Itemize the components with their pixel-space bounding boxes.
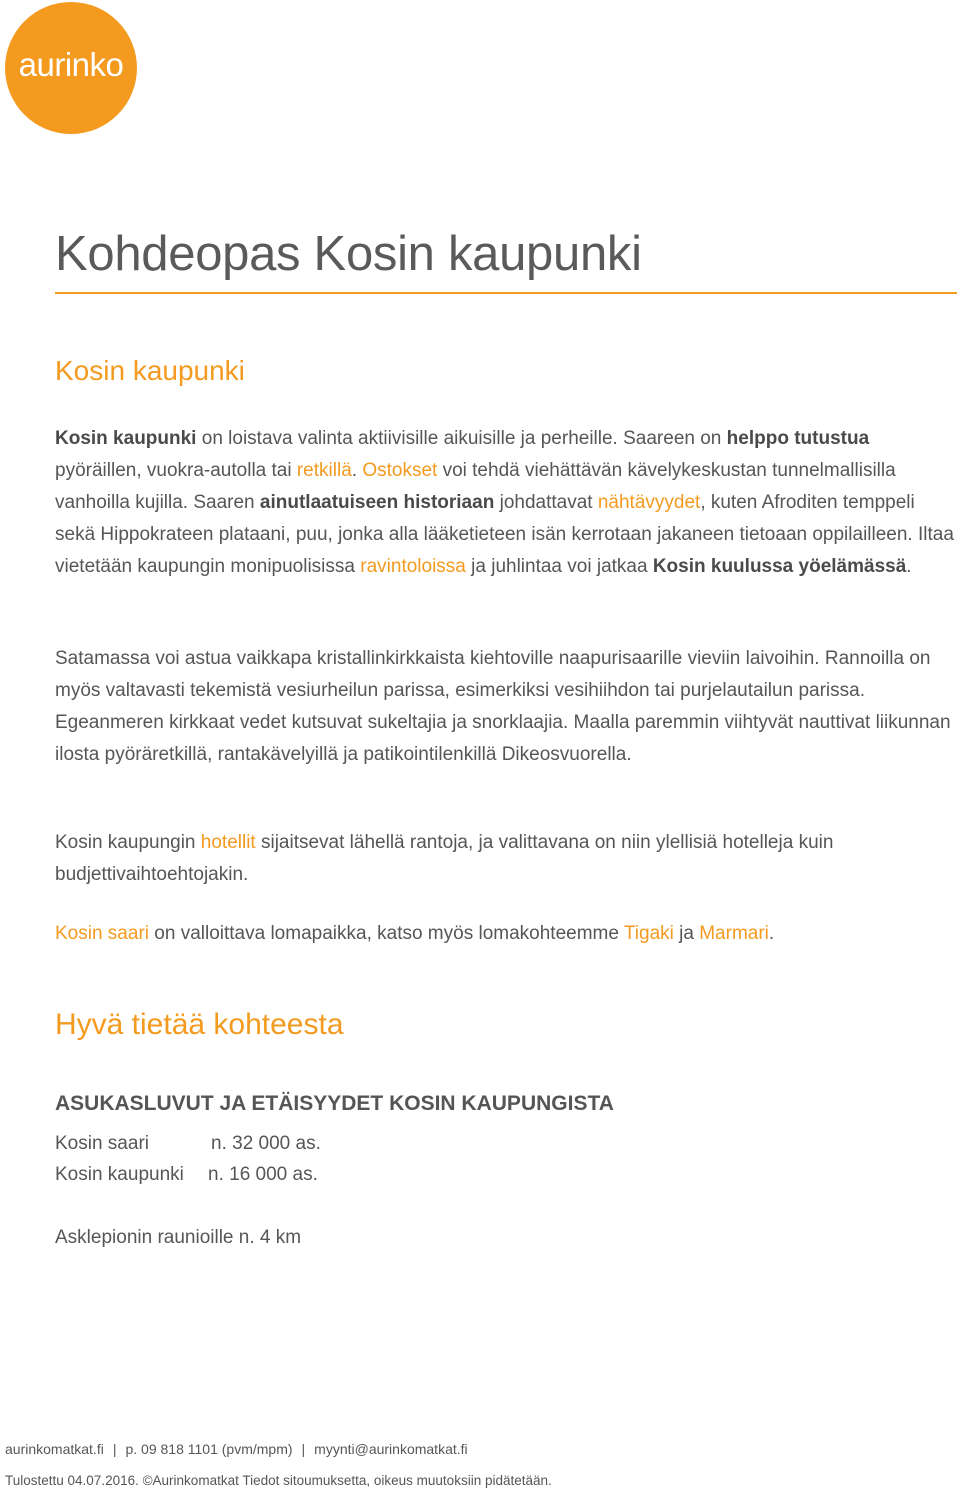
text-segment: pyöräillen, vuokra-autolla tai: [55, 460, 297, 481]
section-heading-hyva-tietaa: Hyvä tietää kohteesta: [55, 1008, 344, 1041]
text-segment: ja: [673, 923, 700, 944]
fact-value: n. 32 000 as.: [211, 1133, 321, 1154]
page-title: Kohdeopas Kosin kaupunki: [55, 227, 642, 281]
link-tigaki[interactable]: Tigaki: [623, 923, 674, 944]
text-segment: ja juhlintaa voi jatkaa: [465, 556, 653, 577]
footer-separator: |: [112, 1441, 117, 1457]
destinations-paragraph: [55, 918, 960, 950]
aurinko-logo[interactable]: [5, 2, 137, 134]
fact-row-kosin-kaupunki: [55, 1164, 318, 1186]
footer-printed-note: Tulostettu 04.07.2016. ©Aurinkomatkat Tiedot sitoumuksetta, oikeus muutoksiin pidätetään.: [5, 1473, 552, 1488]
section-heading-kosin-kaupunki: Kosin kaupunki: [55, 355, 245, 386]
text-segment: sijaitsevat lähellä rantoja, ja valittavana on niin ylellisiä hotelleja kuin budjettivaihtoehtojakin.: [55, 832, 834, 885]
link-hotellit[interactable]: hotellit: [200, 832, 256, 853]
text-segment: on loistava valinta aktiivisille aikuisille ja perheille. Saareen on: [196, 428, 727, 449]
text-segment: .: [768, 923, 775, 944]
footer-phone: p. 09 818 1101 (pvm/mpm): [125, 1441, 293, 1457]
facts-heading: ASUKASLUVUT JA ETÄISYYDET KOSIN KAUPUNGISTA: [55, 1092, 614, 1115]
text-segment: on valloittava lomapaikka, katso myös lomakohteemme: [149, 923, 624, 944]
fact-row-kosin-saari: [55, 1133, 321, 1155]
logo-text: aurinko: [18, 46, 124, 83]
link-marmari[interactable]: Marmari: [699, 923, 769, 944]
text-segment: .: [906, 556, 912, 577]
fact-value: n. 16 000 as.: [208, 1164, 318, 1185]
text-segment: johdattavat: [494, 492, 598, 513]
footer-website-link[interactable]: aurinkomatkat.fi: [5, 1441, 104, 1457]
text-segment: , kuten Afroditen temppeli sekä Hippokrateen plataani, puu, jonka alla lääketieteen isän kerrotaan jakaneen tietoaan oppilailleen. Iltaa vietetään kaupungin monipuolisissa: [55, 492, 954, 577]
fact-label: Kosin kaupunki: [55, 1164, 184, 1185]
link-kosin-saari[interactable]: Kosin saari: [55, 923, 149, 944]
footer-separator: |: [301, 1441, 306, 1457]
bold-yoelama: Kosin kuulussa yöelämässä: [652, 556, 907, 577]
bold-kosin-kaupunki: Kosin kaupunki: [55, 428, 197, 449]
link-nahtavyydet[interactable]: nähtävyydet: [597, 492, 701, 513]
hotels-paragraph: [55, 827, 960, 891]
intro-paragraph: [55, 423, 960, 583]
distance-asklepion: Asklepionin raunioille n. 4 km: [55, 1227, 302, 1248]
title-divider: [55, 292, 957, 294]
link-ostokset[interactable]: Ostokset: [362, 460, 438, 481]
link-retkilla[interactable]: retkillä: [296, 460, 352, 481]
text-segment: voi tehdä viehättävän kävelykeskustan tunnelmallisilla vanhoilla kujilla. Saaren: [55, 460, 896, 513]
text-segment: Kosin kaupungin: [55, 832, 201, 853]
link-ravintoloissa[interactable]: ravintoloissa: [360, 556, 466, 577]
activities-paragraph: Satamassa voi astua vaikkapa kristallinkirkkaista kiehtoville naapurisaarille vieviin laivoihin. Rannoilla on myös valtavasti tekemistä vesiurheilun parissa, esimerkiksi vesihiihdon tai purjelautailun parissa. Egeanmeren kirkkaat vedet kutsuvat sukeltajia ja snorklaajia. Maalla paremmin viihtyvät nauttivat liikunnan ilosta pyöräretkillä, rantakävelyillä ja patikointilenkillä Dikeosvuorella.: [55, 648, 951, 765]
bold-helppo-tutustua: helppo tutustua: [726, 428, 870, 449]
footer-contact: [5, 1441, 468, 1457]
text-segment: .: [351, 460, 363, 481]
fact-label: Kosin saari: [55, 1133, 149, 1154]
bold-ainutlaatuiseen-historiaan: ainutlaatuiseen historiaan: [259, 492, 495, 513]
footer-email-link[interactable]: myynti@aurinkomatkat.fi: [314, 1441, 468, 1457]
